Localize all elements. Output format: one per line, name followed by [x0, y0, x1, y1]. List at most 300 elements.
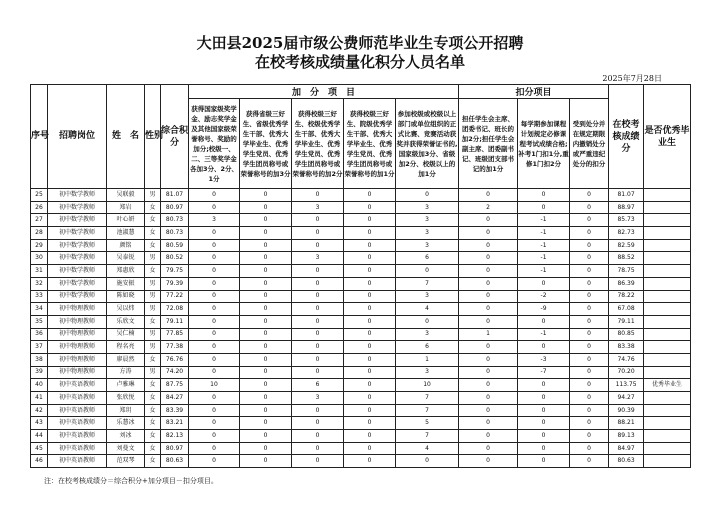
cell-add-3: 0 [292, 265, 344, 278]
cell-score: 70.20 [609, 366, 644, 379]
cell-gender: 男 [145, 290, 161, 303]
cell-score: 85.73 [609, 214, 644, 227]
cell-deduct-1: 2 [459, 201, 518, 214]
table-row [31, 303, 691, 316]
cell-composite: 80.59 [161, 239, 189, 252]
cell-gender: 女 [145, 353, 161, 366]
cell-seq: 41 [31, 392, 48, 405]
cell-deduct-3: 0 [570, 404, 609, 417]
cell-deduct-1: 0 [459, 353, 518, 366]
cell-deduct-1: 0 [459, 417, 518, 430]
cell-deduct-2: -1 [518, 252, 570, 265]
cell-score: 113.75 [609, 379, 644, 392]
cell-add-4: 0 [344, 417, 396, 430]
cell-seq: 43 [31, 417, 48, 430]
cell-position: 初中英语教师 [48, 417, 107, 430]
cell-gender: 女 [145, 239, 161, 252]
cell-deduct-1: 0 [459, 277, 518, 290]
cell-deduct-1: 0 [459, 239, 518, 252]
cell-add-3: 3 [292, 201, 344, 214]
cell-remark [644, 417, 691, 430]
cell-add-1: 0 [189, 417, 240, 430]
cell-gender: 女 [145, 404, 161, 417]
cell-remark [644, 239, 691, 252]
cell-remark [644, 353, 691, 366]
cell-composite: 82.13 [161, 430, 189, 443]
table-row [31, 379, 691, 392]
cell-gender: 女 [145, 315, 161, 328]
cell-name: 郑岩 [107, 201, 145, 214]
header-position: 招聘岗位 [48, 85, 107, 189]
cell-deduct-2: -1 [518, 214, 570, 227]
cell-add-4: 0 [344, 455, 396, 468]
cell-position: 初中物理教师 [48, 328, 107, 341]
cell-gender: 女 [145, 379, 161, 392]
cell-add-1: 0 [189, 430, 240, 443]
cell-deduct-3: 0 [570, 353, 609, 366]
footnote: 注：在校考核成绩分＝综合积分+加分项目－扣分项目。 [44, 477, 218, 485]
cell-add-4: 0 [344, 277, 396, 290]
cell-deduct-2: -1 [518, 265, 570, 278]
cell-add-3: 0 [292, 341, 344, 354]
cell-seq: 27 [31, 214, 48, 227]
cell-seq: 30 [31, 252, 48, 265]
cell-deduct-3: 0 [570, 252, 609, 265]
cell-add-2: 0 [240, 392, 292, 405]
cell-deduct-2: -1 [518, 239, 570, 252]
table-row [31, 277, 691, 290]
cell-gender: 男 [145, 303, 161, 316]
cell-deduct-1: 1 [459, 328, 518, 341]
cell-add-4: 0 [344, 290, 396, 303]
cell-position: 初中物理教师 [48, 303, 107, 316]
cell-name: 郑惠欣 [107, 265, 145, 278]
cell-gender: 女 [145, 227, 161, 240]
cell-add-2: 0 [240, 189, 292, 202]
cell-add-5: 3 [396, 201, 459, 214]
cell-name: 吴仁楠 [107, 328, 145, 341]
cell-gender: 男 [145, 189, 161, 202]
header-add-group: 加 分 项 目 [189, 85, 459, 99]
cell-deduct-3: 0 [570, 392, 609, 405]
cell-deduct-3: 0 [570, 214, 609, 227]
cell-add-3: 0 [292, 227, 344, 240]
cell-add-5: 1 [396, 353, 459, 366]
cell-seq: 37 [31, 341, 48, 354]
cell-add-4: 0 [344, 392, 396, 405]
cell-deduct-2: 0 [518, 392, 570, 405]
cell-seq: 35 [31, 315, 48, 328]
cell-deduct-3: 0 [570, 328, 609, 341]
header-gender: 性别 [145, 85, 161, 189]
cell-deduct-3: 0 [570, 290, 609, 303]
cell-gender: 女 [145, 417, 161, 430]
cell-remark [644, 189, 691, 202]
cell-seq: 25 [31, 189, 48, 202]
cell-seq: 33 [31, 290, 48, 303]
cell-deduct-1: 0 [459, 379, 518, 392]
cell-deduct-3: 0 [570, 239, 609, 252]
table-row [31, 227, 691, 240]
cell-add-1: 0 [189, 201, 240, 214]
cell-add-4: 0 [344, 404, 396, 417]
cell-composite: 80.73 [161, 214, 189, 227]
cell-name: 廖晨然 [107, 353, 145, 366]
table-row [31, 353, 691, 366]
cell-add-3: 0 [292, 239, 344, 252]
header-add-item: 获得校级三好生、院级优秀学生干部、优秀大学毕业生、优秀学生党员、优秀学生团员称号或荣誉称号的加1分 [344, 99, 396, 189]
cell-deduct-1: 0 [459, 265, 518, 278]
cell-composite: 79.39 [161, 277, 189, 290]
cell-score: 67.08 [609, 303, 644, 316]
cell-add-4: 0 [344, 189, 396, 202]
cell-add-3: 0 [292, 404, 344, 417]
cell-position: 初中英语教师 [48, 442, 107, 455]
cell-position: 初中数学教师 [48, 189, 107, 202]
table-row [31, 417, 691, 430]
cell-remark [644, 315, 691, 328]
cell-deduct-3: 0 [570, 189, 609, 202]
cell-deduct-1: 0 [459, 214, 518, 227]
cell-composite: 72.08 [161, 303, 189, 316]
cell-add-3: 0 [292, 290, 344, 303]
cell-position: 初中物理教师 [48, 341, 107, 354]
cell-remark [644, 430, 691, 443]
cell-add-2: 0 [240, 353, 292, 366]
cell-composite: 87.75 [161, 379, 189, 392]
table-row [31, 430, 691, 443]
cell-add-4: 0 [344, 227, 396, 240]
cell-add-2: 0 [240, 379, 292, 392]
cell-remark [644, 455, 691, 468]
table-row [31, 214, 691, 227]
cell-deduct-3: 0 [570, 315, 609, 328]
cell-add-2: 0 [240, 430, 292, 443]
cell-gender: 女 [145, 430, 161, 443]
cell-add-1: 0 [189, 455, 240, 468]
cell-deduct-1: 0 [459, 303, 518, 316]
cell-deduct-1: 0 [459, 290, 518, 303]
cell-deduct-2: 0 [518, 417, 570, 430]
cell-name: 范双琴 [107, 455, 145, 468]
cell-add-1: 0 [189, 303, 240, 316]
cell-gender: 女 [145, 392, 161, 405]
cell-add-3: 0 [292, 315, 344, 328]
cell-position: 初中英语教师 [48, 430, 107, 443]
cell-score: 89.13 [609, 430, 644, 443]
header-deduct-item: 每学期参加课程计划规定必修课程考试成绩合格;补考1门扣1分,重修1门扣2分 [518, 99, 570, 189]
cell-seq: 45 [31, 442, 48, 455]
cell-name: 郑玥 [107, 404, 145, 417]
cell-add-5: 0 [396, 455, 459, 468]
cell-seq: 34 [31, 303, 48, 316]
cell-add-4: 0 [344, 214, 396, 227]
cell-remark [644, 290, 691, 303]
cell-add-3: 0 [292, 214, 344, 227]
cell-seq: 42 [31, 404, 48, 417]
cell-add-3: 0 [292, 328, 344, 341]
cell-composite: 83.39 [161, 404, 189, 417]
cell-add-2: 0 [240, 239, 292, 252]
cell-add-2: 0 [240, 366, 292, 379]
cell-position: 初中数学教师 [48, 239, 107, 252]
cell-gender: 女 [145, 455, 161, 468]
cell-remark [644, 277, 691, 290]
header-seq: 序号 [31, 85, 48, 189]
cell-deduct-2: 0 [518, 404, 570, 417]
cell-deduct-2: 0 [518, 341, 570, 354]
cell-deduct-1: 0 [459, 455, 518, 468]
cell-score: 84.97 [609, 442, 644, 455]
cell-composite: 83.21 [161, 417, 189, 430]
cell-deduct-3: 0 [570, 455, 609, 468]
cell-position: 初中数学教师 [48, 265, 107, 278]
cell-add-1: 3 [189, 214, 240, 227]
cell-gender: 男 [145, 328, 161, 341]
cell-add-1: 0 [189, 392, 240, 405]
score-table [30, 84, 691, 468]
cell-add-1: 0 [189, 366, 240, 379]
cell-seq: 28 [31, 227, 48, 240]
cell-add-3: 0 [292, 189, 344, 202]
table-row [31, 201, 691, 214]
table-row [31, 404, 691, 417]
cell-score: 79.11 [609, 315, 644, 328]
cell-score: 86.39 [609, 277, 644, 290]
cell-gender: 女 [145, 214, 161, 227]
cell-score: 80.85 [609, 328, 644, 341]
cell-composite: 84.27 [161, 392, 189, 405]
table-row [31, 189, 691, 202]
cell-deduct-3: 0 [570, 442, 609, 455]
cell-add-3: 6 [292, 379, 344, 392]
cell-deduct-1: 0 [459, 442, 518, 455]
cell-deduct-1: 0 [459, 189, 518, 202]
cell-name: 方涛 [107, 366, 145, 379]
cell-composite: 76.76 [161, 353, 189, 366]
document-date: 2025年7月28日 [602, 74, 662, 83]
cell-position: 初中英语教师 [48, 404, 107, 417]
cell-position: 初中数学教师 [48, 214, 107, 227]
cell-add-5: 0 [396, 189, 459, 202]
cell-score: 78.22 [609, 290, 644, 303]
cell-deduct-1: 0 [459, 404, 518, 417]
cell-composite: 80.97 [161, 201, 189, 214]
cell-remark [644, 227, 691, 240]
header-name: 姓 名 [107, 85, 145, 189]
cell-add-2: 0 [240, 404, 292, 417]
cell-add-4: 0 [344, 379, 396, 392]
table-row [31, 442, 691, 455]
cell-add-5: 7 [396, 404, 459, 417]
cell-deduct-1: 0 [459, 430, 518, 443]
cell-add-4: 0 [344, 315, 396, 328]
cell-remark [644, 341, 691, 354]
cell-add-5: 7 [396, 430, 459, 443]
header-add-item: 获得国家级奖学金、励志奖学金及其他国家级荣誉称号、奖励的加分;校级一、二、三等奖学金各加3分、2分、1分 [189, 99, 240, 189]
cell-add-4: 0 [344, 265, 396, 278]
cell-add-1: 0 [189, 239, 240, 252]
cell-composite: 80.97 [161, 442, 189, 455]
document-title-line2: 在校考核成绩量化积分人员名单 [254, 53, 465, 71]
cell-remark [644, 404, 691, 417]
cell-remark [644, 214, 691, 227]
cell-deduct-3: 0 [570, 303, 609, 316]
cell-gender: 女 [145, 201, 161, 214]
cell-name: 叶心妍 [107, 214, 145, 227]
cell-add-1: 0 [189, 404, 240, 417]
cell-score: 74.76 [609, 353, 644, 366]
cell-remark [644, 366, 691, 379]
cell-seq: 44 [31, 430, 48, 443]
cell-add-5: 0 [396, 265, 459, 278]
cell-name: 程名亮 [107, 341, 145, 354]
cell-deduct-2: 0 [518, 379, 570, 392]
cell-add-2: 0 [240, 455, 292, 468]
cell-add-3: 0 [292, 303, 344, 316]
cell-add-1: 0 [189, 265, 240, 278]
cell-deduct-2: 0 [518, 455, 570, 468]
cell-deduct-3: 0 [570, 379, 609, 392]
cell-deduct-3: 0 [570, 277, 609, 290]
cell-add-5: 3 [396, 328, 459, 341]
cell-add-3: 0 [292, 417, 344, 430]
cell-add-2: 0 [240, 315, 292, 328]
cell-add-1: 10 [189, 379, 240, 392]
cell-add-2: 0 [240, 265, 292, 278]
cell-score: 82.59 [609, 239, 644, 252]
header-deduct-item: 担任学生会主席、团委书记、班长的加2分;担任学生会副主席、团委副书记、班级团支部书记的加1分 [459, 99, 518, 189]
cell-gender: 男 [145, 366, 161, 379]
cell-add-2: 0 [240, 341, 292, 354]
cell-deduct-3: 0 [570, 430, 609, 443]
cell-gender: 女 [145, 442, 161, 455]
table-row [31, 239, 691, 252]
cell-add-1: 0 [189, 290, 240, 303]
cell-add-4: 0 [344, 442, 396, 455]
cell-add-1: 0 [189, 328, 240, 341]
cell-add-3: 3 [292, 252, 344, 265]
cell-deduct-1: 0 [459, 392, 518, 405]
cell-position: 初中物理教师 [48, 315, 107, 328]
cell-name: 陈如晓 [107, 290, 145, 303]
cell-add-4: 0 [344, 341, 396, 354]
header-add-item: 参加校级或校级以上部门或单位组织的正式比赛、竞赛活动获奖并获得荣誉证书的,国家级加3分、省级加2分、校级以上的加1分 [396, 99, 459, 189]
cell-deduct-2: 0 [518, 315, 570, 328]
cell-deduct-1: 0 [459, 341, 518, 354]
cell-remark [644, 328, 691, 341]
cell-add-3: 3 [292, 392, 344, 405]
cell-seq: 26 [31, 201, 48, 214]
cell-add-1: 0 [189, 353, 240, 366]
cell-remark: 优秀毕业生 [644, 379, 691, 392]
cell-deduct-2: 0 [518, 189, 570, 202]
cell-add-1: 0 [189, 341, 240, 354]
header-deduct-group: 扣分项目 [459, 85, 609, 99]
cell-add-4: 0 [344, 328, 396, 341]
cell-score: 88.21 [609, 417, 644, 430]
cell-deduct-2: 0 [518, 277, 570, 290]
table-row [31, 328, 691, 341]
cell-add-5: 7 [396, 277, 459, 290]
cell-add-3: 0 [292, 277, 344, 290]
cell-composite: 80.52 [161, 252, 189, 265]
cell-deduct-1: 0 [459, 366, 518, 379]
cell-composite: 80.73 [161, 227, 189, 240]
cell-remark [644, 265, 691, 278]
cell-position: 初中数学教师 [48, 201, 107, 214]
header-score: 在校考核成绩分 [609, 85, 644, 189]
table-row [31, 290, 691, 303]
cell-deduct-3: 0 [570, 341, 609, 354]
cell-position: 初中数学教师 [48, 252, 107, 265]
cell-deduct-3: 0 [570, 265, 609, 278]
cell-name: 张欣悦 [107, 392, 145, 405]
cell-add-4: 0 [344, 252, 396, 265]
cell-add-5: 4 [396, 303, 459, 316]
cell-add-1: 0 [189, 252, 240, 265]
cell-composite: 80.63 [161, 455, 189, 468]
cell-add-3: 0 [292, 430, 344, 443]
cell-deduct-2: -7 [518, 366, 570, 379]
cell-remark [644, 201, 691, 214]
cell-deduct-2: -9 [518, 303, 570, 316]
cell-deduct-2: 0 [518, 201, 570, 214]
cell-score: 81.07 [609, 189, 644, 202]
cell-add-1: 0 [189, 227, 240, 240]
cell-remark [644, 252, 691, 265]
cell-deduct-2: 0 [518, 430, 570, 443]
cell-position: 初中数学教师 [48, 290, 107, 303]
table-row [31, 265, 691, 278]
cell-add-2: 0 [240, 417, 292, 430]
cell-score: 83.38 [609, 341, 644, 354]
cell-name: 刘曼文 [107, 442, 145, 455]
cell-seq: 40 [31, 379, 48, 392]
cell-position: 初中物理教师 [48, 353, 107, 366]
cell-composite: 77.38 [161, 341, 189, 354]
header-add-item: 获得省级三好生、省级优秀学生干部、优秀大学毕业生、优秀学生党员、优秀学生团员称号或荣誉称号的加3分 [240, 99, 292, 189]
cell-name: 吴泰锐 [107, 252, 145, 265]
cell-name: 池淑慧 [107, 227, 145, 240]
cell-deduct-3: 0 [570, 201, 609, 214]
cell-add-4: 0 [344, 353, 396, 366]
cell-composite: 74.20 [161, 366, 189, 379]
cell-gender: 女 [145, 265, 161, 278]
cell-seq: 39 [31, 366, 48, 379]
table-row [31, 315, 691, 328]
cell-score: 78.75 [609, 265, 644, 278]
cell-seq: 32 [31, 277, 48, 290]
cell-name: 吴以炜 [107, 303, 145, 316]
cell-deduct-1: 0 [459, 315, 518, 328]
cell-deduct-2: -1 [518, 328, 570, 341]
cell-gender: 男 [145, 341, 161, 354]
cell-composite: 77.85 [161, 328, 189, 341]
cell-add-5: 7 [396, 392, 459, 405]
cell-add-5: 10 [396, 379, 459, 392]
header-add-item: 获得校级三好生、校级优秀学生干部、优秀大学毕业生、优秀学生党员、优秀学生团员称号或荣誉称号的加2分 [292, 99, 344, 189]
document-title-line1: 大田县2025届市级公费师范毕业生专项公开招聘 [196, 34, 524, 52]
cell-deduct-2: 0 [518, 442, 570, 455]
cell-position: 初中数学教师 [48, 277, 107, 290]
cell-add-5: 3 [396, 290, 459, 303]
table-row [31, 455, 691, 468]
cell-name: 颜铭 [107, 239, 145, 252]
cell-gender: 男 [145, 277, 161, 290]
cell-add-4: 0 [344, 303, 396, 316]
cell-deduct-3: 0 [570, 227, 609, 240]
